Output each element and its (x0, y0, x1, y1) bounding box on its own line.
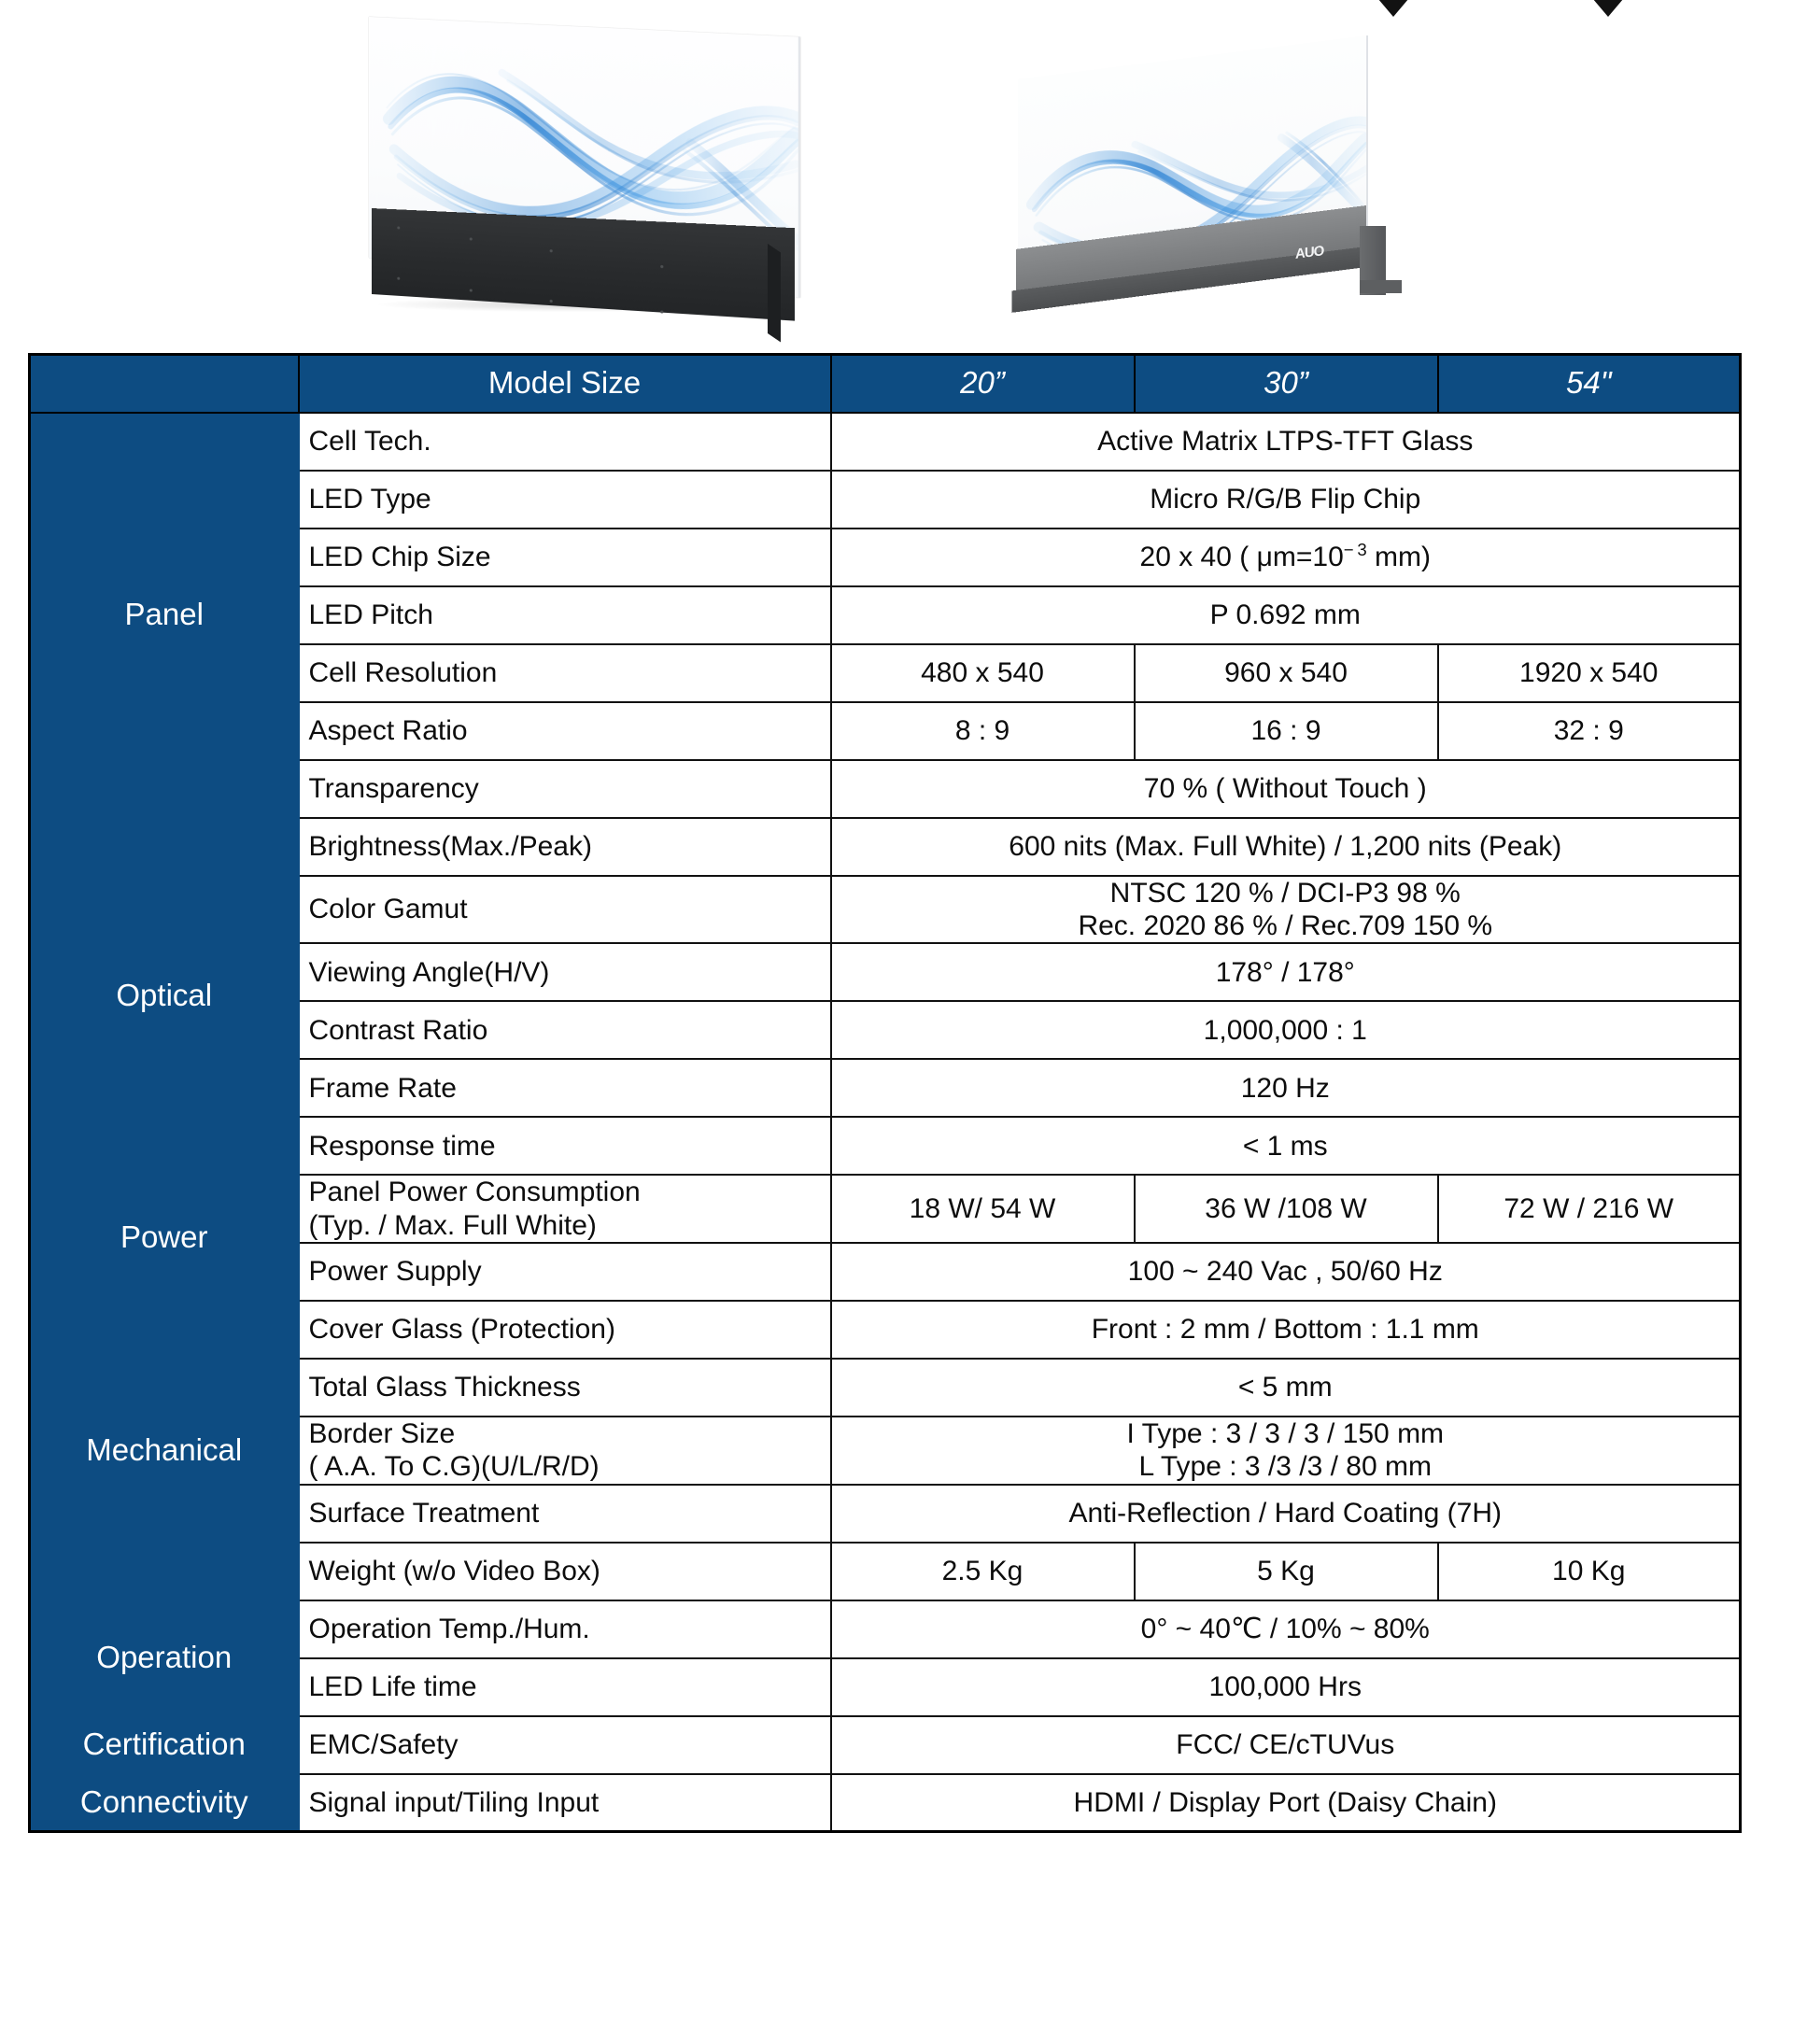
table-row (30, 413, 1741, 471)
spec-label: Signal input/Tiling Input (299, 1774, 831, 1832)
spec-label: LED Type (299, 471, 831, 529)
table-row (30, 818, 1741, 876)
header-col-30in: 30” (1135, 355, 1438, 413)
spec-value-col-1: 480 x 540 (831, 644, 1135, 702)
spec-value: Micro R/G/B Flip Chip (831, 471, 1741, 529)
spec-label: Cover Glass (Protection) (299, 1301, 831, 1359)
product-image-54-inch (369, 17, 803, 344)
display-stand-toe-right (1360, 280, 1402, 293)
spec-label: EMC/Safety (299, 1716, 831, 1774)
spec-label: Frame Rate (299, 1059, 831, 1117)
product-image-30-inch (1004, 28, 1396, 336)
base-screw (660, 265, 663, 268)
spec-value: Anti-Reflection / Hard Coating (7H) (831, 1485, 1741, 1543)
category-cell-certification: Certification (30, 1716, 299, 1774)
spec-value-col-3: 10 Kg (1438, 1543, 1741, 1600)
spec-value: 178° / 178° (831, 943, 1741, 1001)
spec-value-col-1: 8 : 9 (831, 702, 1135, 760)
spec-value: Active Matrix LTPS-TFT Glass (831, 413, 1741, 471)
category-cell-optical: Optical (30, 818, 299, 1176)
spec-label: Transparency (299, 760, 831, 818)
spec-label: Surface Treatment (299, 1485, 831, 1543)
specifications-table (28, 353, 1742, 1833)
spec-value-col-2: 960 x 540 (1135, 644, 1438, 702)
category-cell-mechanical: Mechanical (30, 1301, 299, 1600)
spec-label: Viewing Angle(H/V) (299, 943, 831, 1001)
spec-value: < 5 mm (831, 1359, 1741, 1417)
spec-label: Border Size ( A.A. To C.G)(U/L/R/D) (299, 1417, 831, 1485)
spec-label: LED Pitch (299, 586, 831, 644)
spec-label: Total Glass Thickness (299, 1359, 831, 1417)
spec-value: P 0.692 mm (831, 586, 1741, 644)
base-screw (397, 277, 400, 280)
spec-value: 600 nits (Max. Full White) / 1,200 nits (Peak) (831, 818, 1741, 876)
spec-value-col-3: 32 : 9 (1438, 702, 1741, 760)
spec-label: Operation Temp./Hum. (299, 1600, 831, 1658)
base-screw (397, 226, 400, 229)
base-screw (660, 310, 663, 313)
table-row (30, 1175, 1741, 1243)
base-screw (470, 237, 473, 240)
category-cell-operation: Operation (30, 1600, 299, 1716)
spec-value: 70 % ( Without Touch ) (831, 760, 1741, 818)
base-screw (550, 300, 553, 303)
auo-brand-logo: AUO (1295, 243, 1324, 262)
table-header (30, 355, 1741, 413)
spec-value: 0° ~ 40℃ / 10% ~ 80% (831, 1600, 1741, 1658)
header-category-blank (30, 355, 299, 413)
header-col-54in: 54" (1438, 355, 1741, 413)
category-cell-power: Power (30, 1175, 299, 1301)
spec-value-col-1: 2.5 Kg (831, 1543, 1135, 1600)
spec-value: NTSC 120 % / DCI-P3 98 % Rec. 2020 86 % / Rec.709 150 % (831, 876, 1741, 944)
spec-value: Front : 2 mm / Bottom : 1.1 mm (831, 1301, 1741, 1359)
spec-value: 100,000 Hrs (831, 1658, 1741, 1716)
base-screw (550, 249, 553, 252)
spec-value: I Type : 3 / 3 / 3 / 150 mm L Type : 3 /3 /3 / 80 mm (831, 1417, 1741, 1485)
spec-value: FCC/ CE/cTUVus (831, 1716, 1741, 1774)
table-header-row (30, 355, 1741, 413)
spec-value: 100 ~ 240 Vac , 50/60 Hz (831, 1243, 1741, 1301)
arrow-marker-left-icon (1373, 0, 1414, 17)
base-screw (470, 289, 473, 291)
spec-value: 1,000,000 : 1 (831, 1001, 1741, 1059)
spec-label: Cell Resolution (299, 644, 831, 702)
spec-label: Brightness(Max./Peak) (299, 818, 831, 876)
spec-value-col-3: 72 W / 216 W (1438, 1175, 1741, 1243)
spec-value-col-2: 5 Kg (1135, 1543, 1438, 1600)
spec-label: Cell Tech. (299, 413, 831, 471)
spec-label: Response time (299, 1117, 831, 1175)
product-image-banner (0, 0, 1793, 353)
display-base-side-left (768, 244, 781, 342)
spec-label: Color Gamut (299, 876, 831, 944)
table-row (30, 1301, 1741, 1359)
header-col-20in: 20” (831, 355, 1135, 413)
spec-value-col-2: 36 W /108 W (1135, 1175, 1438, 1243)
spec-label: Aspect Ratio (299, 702, 831, 760)
arrow-marker-right-icon (1588, 0, 1629, 17)
table-row (30, 1600, 1741, 1658)
spec-label: Power Supply (299, 1243, 831, 1301)
table-row (30, 1774, 1741, 1832)
table-row (30, 1716, 1741, 1774)
spec-value-col-1: 18 W/ 54 W (831, 1175, 1135, 1243)
spec-value: < 1 ms (831, 1117, 1741, 1175)
spec-label: LED Life time (299, 1658, 831, 1716)
spec-label: Contrast Ratio (299, 1001, 831, 1059)
header-model-size: Model Size (299, 355, 831, 413)
spec-label: LED Chip Size (299, 529, 831, 586)
spec-label: Weight (w/o Video Box) (299, 1543, 831, 1600)
spec-value: 20 x 40 ( $\mu m=10^{- 3}$ mm) (831, 529, 1741, 586)
spec-value-col-2: 16 : 9 (1135, 702, 1438, 760)
spec-value: 120 Hz (831, 1059, 1741, 1117)
table-body (30, 413, 1741, 1832)
spec-value: HDMI / Display Port (Daisy Chain) (831, 1774, 1741, 1832)
spec-value-col-3: 1920 x 540 (1438, 644, 1741, 702)
spec-label: Panel Power Consumption (Typ. / Max. Full White) (299, 1175, 831, 1243)
category-cell-connectivity: Connectivity (30, 1774, 299, 1832)
category-cell-panel: Panel (30, 413, 299, 818)
